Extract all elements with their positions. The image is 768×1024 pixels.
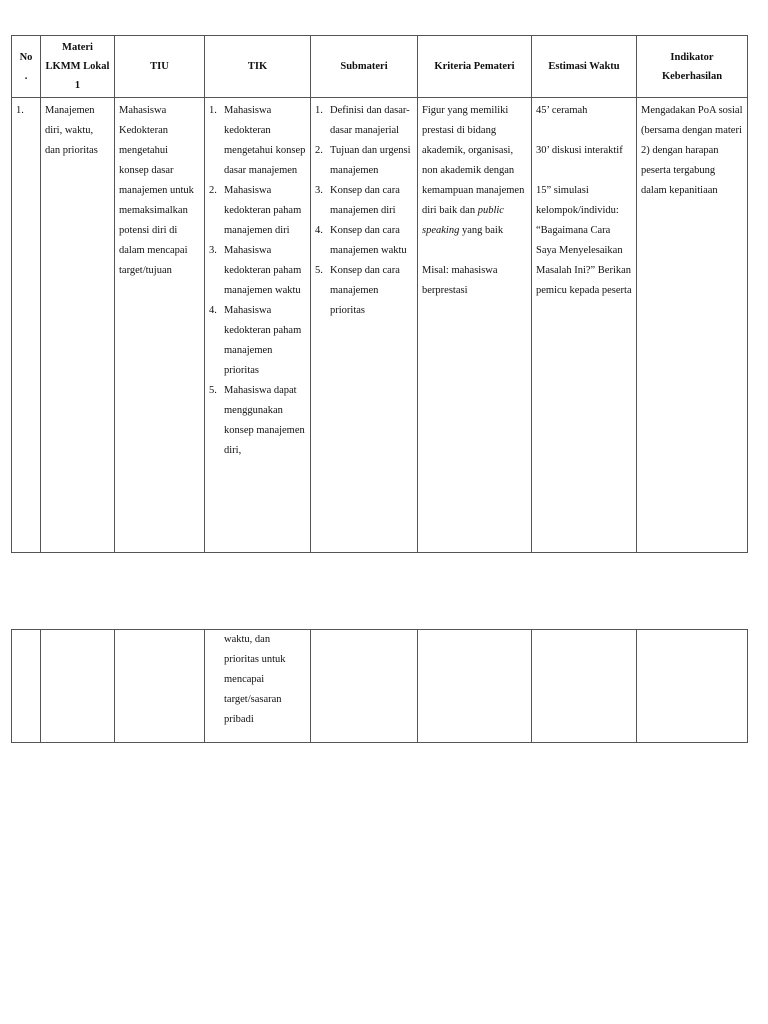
lkmm-table-page-1 (11, 35, 748, 553)
cell-no: 1. (12, 98, 41, 553)
table-row (12, 630, 748, 743)
cell-estimasi (532, 98, 637, 553)
lkmm-table-page-2 (11, 629, 748, 743)
header-indikator: Indikator Keberhasilan (637, 36, 748, 98)
list-item: 2. Tujuan dan urgensi manajemen (315, 145, 411, 176)
header-materi: Materi LKMM Lokal 1 (41, 36, 115, 98)
estimasi-diskusi: 30’ diskusi interaktif (536, 145, 623, 156)
tik-list (209, 101, 306, 461)
list-item: 4. Mahasiswa kedokteran paham manajemen prioritas (209, 305, 302, 376)
cell-estimasi (532, 630, 637, 743)
cell-materi (41, 630, 115, 743)
cell-indikator: Mengadakan PoA sosial (bersama dengan materi 2) dengan harapan peserta tergabung dalam kepanitiaan (637, 98, 748, 553)
cell-kriteria (418, 630, 532, 743)
list-item: 2. Mahasiswa kedokteran paham manajemen diri (209, 185, 302, 236)
estimasi-ceramah: 45’ ceramah (536, 105, 588, 116)
list-item: 1. Definisi dan dasar-dasar manajerial (315, 105, 410, 136)
list-item: 3. Mahasiswa kedokteran paham manajemen waktu (209, 245, 302, 296)
cell-no (12, 630, 41, 743)
cell-materi: Manajemen diri, waktu, dan prioritas (41, 98, 115, 553)
header-kriteria: Kriteria Pemateri (418, 36, 532, 98)
cell-tiu (115, 630, 205, 743)
header-submateri: Submateri (311, 36, 418, 98)
header-estimasi: Estimasi Waktu (532, 36, 637, 98)
list-item: 5. Konsep dan cara manajemen prioritas (315, 265, 400, 316)
table-header-row (12, 36, 748, 98)
table-row (12, 98, 748, 553)
cell-submateri (311, 630, 418, 743)
header-tiu: TIU (115, 36, 205, 98)
estimasi-simulasi: 15” simulasi kelompok/individu: “Bagaimana Cara Saya Menyelesaikan Masalah Ini?” Berikan pemicu kepada peserta (536, 185, 632, 296)
list-item: 4. Konsep dan cara manajemen waktu (315, 225, 407, 256)
list-item: 5. Mahasiswa dapat menggunakan konsep manajemen diri, (209, 385, 305, 456)
cell-kriteria (418, 98, 532, 553)
submateri-list (315, 101, 413, 321)
header-no: No . (12, 36, 41, 98)
cell-tiu: Mahasiswa Kedokteran mengetahui konsep dasar manajemen untuk memaksimalkan potensi diri di dalam mencapai target/tujuan (115, 98, 205, 553)
cell-submateri (311, 98, 418, 553)
list-item: 3. Konsep dan cara manajemen diri (315, 185, 400, 216)
header-tik: TIK (205, 36, 311, 98)
kriteria-text: Figur yang memiliki prestasi di bidang akademik, organisasi, non akademik dengan kemampuan manajemen diri baik dan public speaking yang baik (422, 105, 525, 236)
cell-tik (205, 98, 311, 553)
cell-indikator (637, 630, 748, 743)
kriteria-example: Misal: mahasiswa berprestasi (422, 265, 498, 296)
list-item: 1. Mahasiswa kedokteran mengetahui konsep dasar manajemen (209, 105, 306, 176)
cell-tik-continued: waktu, dan prioritas untuk mencapai target/sasaran pribadi (205, 630, 311, 743)
